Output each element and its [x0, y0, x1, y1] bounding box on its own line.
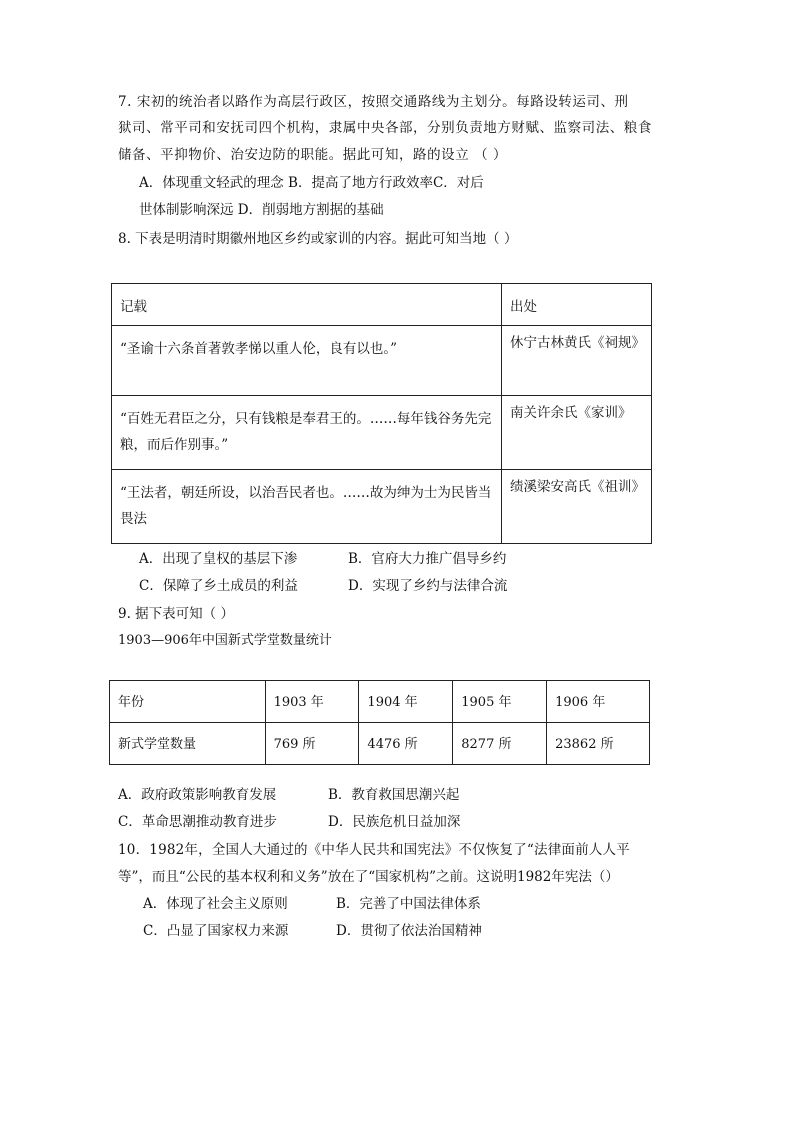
q9-count-cell: 4476 所: [359, 723, 453, 765]
q8-record-cell: “百姓无君臣之分，只有钱粮是奉君王的。……每年钱谷务先完粮，而后作别事。”: [112, 396, 502, 470]
q9-table-caption: 1903—906年中国新式学堂数量统计: [118, 633, 332, 648]
q8-options-row-1: [139, 549, 506, 569]
q8-table: [111, 283, 652, 544]
table-row: [112, 470, 652, 544]
q10-options-row-1: [143, 894, 481, 914]
q7-stem-line-3: 储备、平抑物价、治安边防的职能。据此可知，路的设立 （ ）: [118, 147, 508, 163]
q7-options-line-1: A．体现重文轻武的理念 B．提高了地方行政效率C．对后: [139, 175, 484, 191]
q10-option-a: A．体现了社会主义原则: [143, 896, 288, 912]
q10-option-c: C．凸显了国家权力来源: [143, 923, 289, 939]
q8-source-cell: 绩溪梁安高氏《祖训》: [502, 470, 652, 544]
q8-header-source: 出处: [502, 284, 652, 326]
q9-year-cell: 1904 年: [359, 681, 453, 723]
q7-stem-line-2: 狱司、常平司和安抚司四个机构，隶属中央各部，分别负责地方财赋、监察司法、粮食: [118, 120, 652, 136]
q8-option-b: B．官府大力推广倡导乡约: [348, 551, 507, 567]
q9-option-a: A．政府政策影响教育发展: [118, 787, 277, 803]
q8-option-c: C．保障了乡土成员的利益: [139, 578, 298, 594]
q8-record-cell: “圣谕十六条首著敦孝悌以重人伦，良有以也。”: [112, 326, 502, 396]
q9-option-c: C．革命思潮推动教育进步: [118, 814, 277, 830]
q8-table-header-row: [112, 284, 652, 326]
q9-table: [109, 680, 650, 765]
q8-stem: 8. 下表是明清时期徽州地区乡约或家训的内容。据此可知当地（ ）: [118, 231, 518, 247]
q9-row-header-year: 年份: [110, 681, 266, 723]
q9-row-header-count: 新式学堂数量: [110, 723, 266, 765]
q8-option-d: D．实现了乡约与法律合流: [348, 578, 508, 594]
q10-option-b: B．完善了中国法律体系: [336, 896, 481, 912]
table-row: [112, 396, 652, 470]
q9-count-cell: 23862 所: [547, 723, 650, 765]
q8-options-row-2: [139, 576, 507, 596]
q8-header-record: 记载: [112, 284, 502, 326]
q9-year-cell: 1903 年: [265, 681, 359, 723]
q9-count-cell: 769 所: [265, 723, 359, 765]
q8-source-cell: 休宁古林黄氏《祠规》: [502, 326, 652, 396]
q9-stem: 9. 据下表可知（ ）: [118, 606, 234, 622]
q9-options-row-2: [118, 812, 460, 832]
q7-stem-line-1: 7. 宋初的统治者以路作为高层行政区，按照交通路线为主划分。每路设转运司、刑: [118, 94, 629, 110]
q9-year-cell: 1906 年: [547, 681, 650, 723]
q8-option-a: A．出现了皇权的基层下渗: [139, 551, 298, 567]
q9-option-d: D．民族危机日益加深: [328, 814, 461, 830]
q10-stem-line-1: 10．1982年，全国人大通过的《中华人民共和国宪法》不仅恢复了“法律面前人人平: [118, 842, 630, 858]
q10-option-d: D．贯彻了依法治国精神: [336, 923, 482, 939]
table-row: [110, 723, 650, 765]
table-row: [110, 681, 650, 723]
q7-options-line-2: 世体制影响深远 D．削弱地方割据的基础: [139, 202, 384, 218]
q10-options-row-2: [143, 921, 482, 941]
q8-source-cell: 南关许余氏《家训》: [502, 396, 652, 470]
q10-stem-line-2: 等”，而且“公民的基本权利和义务”放在了“国家机构”之前。这说明1982年宪法（）: [118, 869, 619, 885]
q9-options-row-1: [118, 785, 459, 805]
q8-record-cell: “王法者，朝廷所设，以治吾民者也。……故为绅为士为民皆当畏法: [112, 470, 502, 544]
q9-count-cell: 8277 所: [453, 723, 547, 765]
q9-year-cell: 1905 年: [453, 681, 547, 723]
table-row: [112, 326, 652, 396]
q9-option-b: B．教育救国思潮兴起: [328, 787, 460, 803]
